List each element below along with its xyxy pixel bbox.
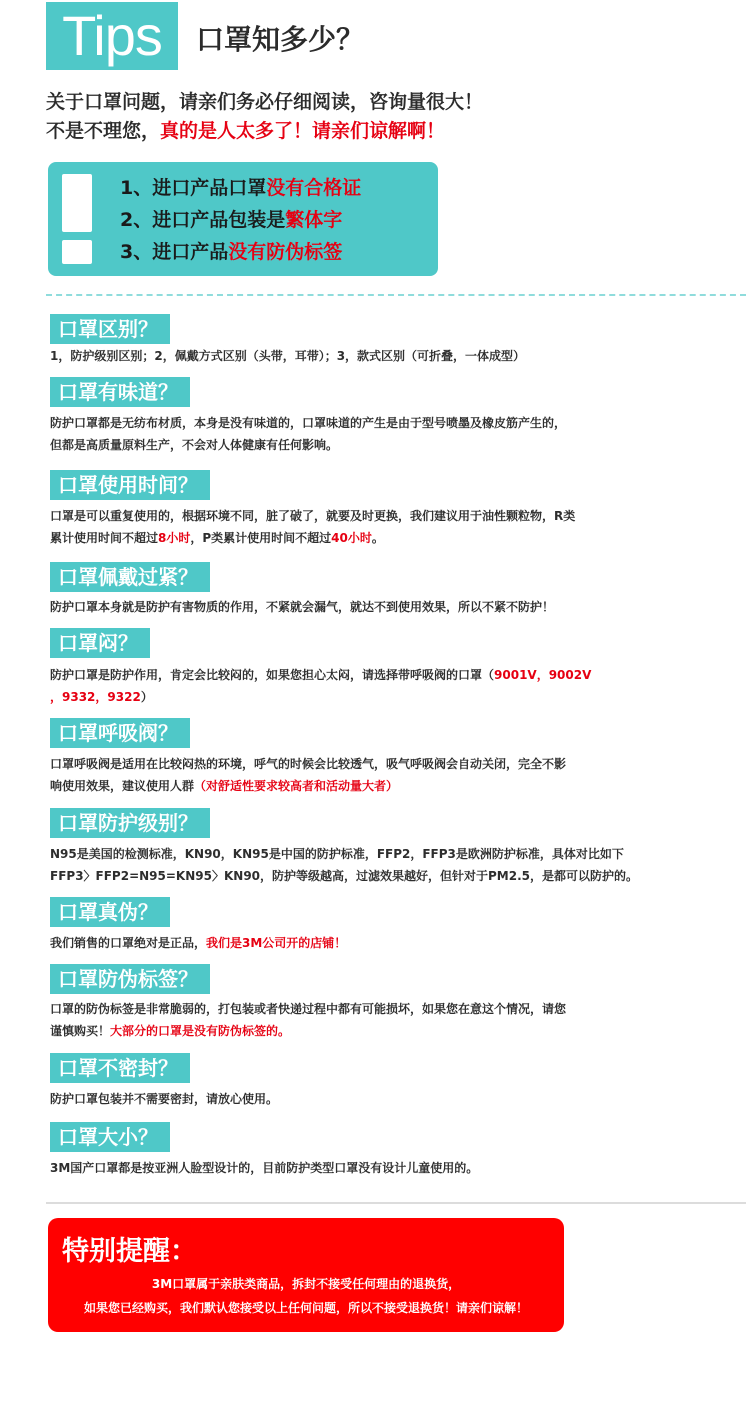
section-title: 口罩呼吸阀？ (50, 718, 190, 748)
section-title: 口罩佩戴过紧？ (50, 562, 210, 592)
section-text: 3M国产口罩都是按亚洲人脸型设计的，目前防护类型口罩没有设计儿童使用的。 (50, 1161, 479, 1175)
notice-list (120, 172, 361, 268)
section-text-highlight: 大部分的口罩是没有防伪标签的。 (110, 1024, 291, 1038)
section-body (50, 1088, 690, 1110)
section-text: N95是美国的检测标准，KN90，KN95是中国的防护标准，FFP2，FFP3是欧洲防护标准，具体对比如下 (50, 847, 624, 861)
intro-line-2 (46, 117, 726, 146)
notice-item-text: 1、进口产品口罩 (120, 177, 267, 199)
notice-item-highlight: 没有防伪标签 (228, 241, 343, 263)
notice-box (48, 162, 438, 276)
alert-line: 如果您已经购买，我们默认您接受以上任何问题，所以不接受退换货！请亲们谅解！ (83, 1301, 528, 1315)
exclamation-dot-icon (62, 240, 92, 264)
section-body (50, 345, 690, 367)
section-title: 口罩使用时间？ (50, 470, 210, 500)
dashed-divider (46, 294, 746, 296)
divider (46, 1202, 746, 1204)
section-title: 口罩区别？ (50, 314, 170, 344)
notice-item-text: 2、进口产品包装是 (120, 209, 286, 231)
section-text: 防护口罩都是无纺布材质，本身是没有味道的，口罩味道的产生是由于型号喷墨及橡皮筋产生的， (50, 416, 567, 430)
page-title: 口罩知多少？ (196, 23, 365, 56)
section-text-highlight: 9001V，9002V (494, 668, 592, 682)
section-title: 口罩闷？ (50, 628, 150, 658)
section-body (50, 932, 690, 954)
section-text (50, 1020, 690, 1042)
section-title: 口罩有味道？ (50, 377, 190, 407)
tips-badge: Tips (46, 2, 178, 70)
section-text-part: ） (140, 690, 153, 704)
section-text-highlight: （对舒适性要求较高者和活动量大者） (194, 779, 399, 793)
section-text (50, 686, 690, 708)
notice-item (120, 172, 361, 204)
section-text: 防护口罩包装并不需要密封，请放心使用。 (50, 1092, 279, 1106)
section-text-part: 响使用效果，建议使用人群 (50, 779, 195, 793)
section-text-highlight: 我们是3M公司开的店铺！ (206, 936, 347, 950)
section-text (50, 664, 690, 686)
section-title: 口罩防护级别？ (50, 808, 210, 838)
intro-line-2-prefix: 不是不理您， (46, 120, 161, 142)
section-body (50, 843, 690, 887)
notice-item-highlight: 繁体字 (285, 209, 343, 231)
section-body (50, 998, 690, 1042)
special-reminder-box (48, 1218, 564, 1332)
section-text-part: 我们销售的口罩绝对是正品， (50, 936, 207, 950)
section-text: FFP3〉FFP2=N95=KN95〉KN90，防护等级越高，过滤效果越好，但针对于PM2.5，是都可以防护的。 (50, 869, 639, 883)
notice-item-highlight: 没有合格证 (266, 177, 362, 199)
section-text-part: ，P类累计使用时间不超过 (190, 531, 332, 545)
section-text (50, 932, 690, 954)
section-text (50, 527, 690, 549)
section-title: 口罩防伪标签？ (50, 964, 210, 994)
section-text-part: 。 (371, 531, 384, 545)
intro-line-1: 关于口罩问题，请亲们务必仔细阅读，咨询量很大！ (46, 91, 484, 113)
section-body (50, 753, 690, 797)
section-text: 口罩的防伪标签是非常脆弱的，打包装或者快递过程中都有可能损坏，如果您在意这个情况，请您 (50, 1002, 567, 1016)
section-title: 口罩真伪？ (50, 897, 170, 927)
section-text: 口罩呼吸阀是适用在比较闷热的环境，呼气的时候会比较透气，吸气呼吸阀会自动关闭，完全不影 (50, 757, 567, 771)
intro-text (46, 88, 726, 146)
section-body (50, 412, 690, 456)
section-body (50, 596, 690, 618)
section-text-part: 累计使用时间不超过 (50, 531, 159, 545)
section-text: 1，防护级别区别；2，佩戴方式区别（头带，耳带）；3，款式区别（可折叠，一体成型） (50, 349, 526, 363)
alert-title: 特别提醒： (62, 1236, 197, 1267)
header (0, 0, 750, 80)
section-text: 口罩是可以重复使用的，根据环境不同，脏了破了，就要及时更换，我们建议用于油性颗粒物，R类 (50, 509, 576, 523)
section-text-highlight: 8小时 (158, 531, 191, 545)
section-text (50, 775, 690, 797)
section-text-part: 谨慎购买！ (50, 1024, 111, 1038)
alert-line: 3M口罩属于亲肤类商品，拆封不接受任何理由的退换货， (151, 1277, 461, 1291)
section-body (50, 505, 690, 549)
notice-item-text: 3、进口产品 (120, 241, 229, 263)
exclamation-icon (62, 174, 92, 232)
notice-item (120, 204, 361, 236)
notice-item (120, 236, 361, 268)
section-text: 但都是高质量原料生产，不会对人体健康有任何影响。 (50, 438, 339, 452)
section-text-part: 防护口罩是防护作用，肯定会比较闷的，如果您担心太闷，请选择带呼吸阀的口罩（ (50, 668, 495, 682)
section-text-highlight: 40小时 (331, 531, 372, 545)
section-title: 口罩不密封？ (50, 1053, 190, 1083)
section-text: 防护口罩本身就是防护有害物质的作用，不紧就会漏气，就达不到使用效果，所以不紧不防护！ (50, 600, 555, 614)
section-text-highlight: ，9332，9322 (50, 690, 141, 704)
section-body (50, 1157, 690, 1179)
section-body (50, 664, 690, 708)
intro-line-2-red: 真的是人太多了！请亲们谅解啊！ (160, 120, 446, 142)
section-title: 口罩大小？ (50, 1122, 170, 1152)
